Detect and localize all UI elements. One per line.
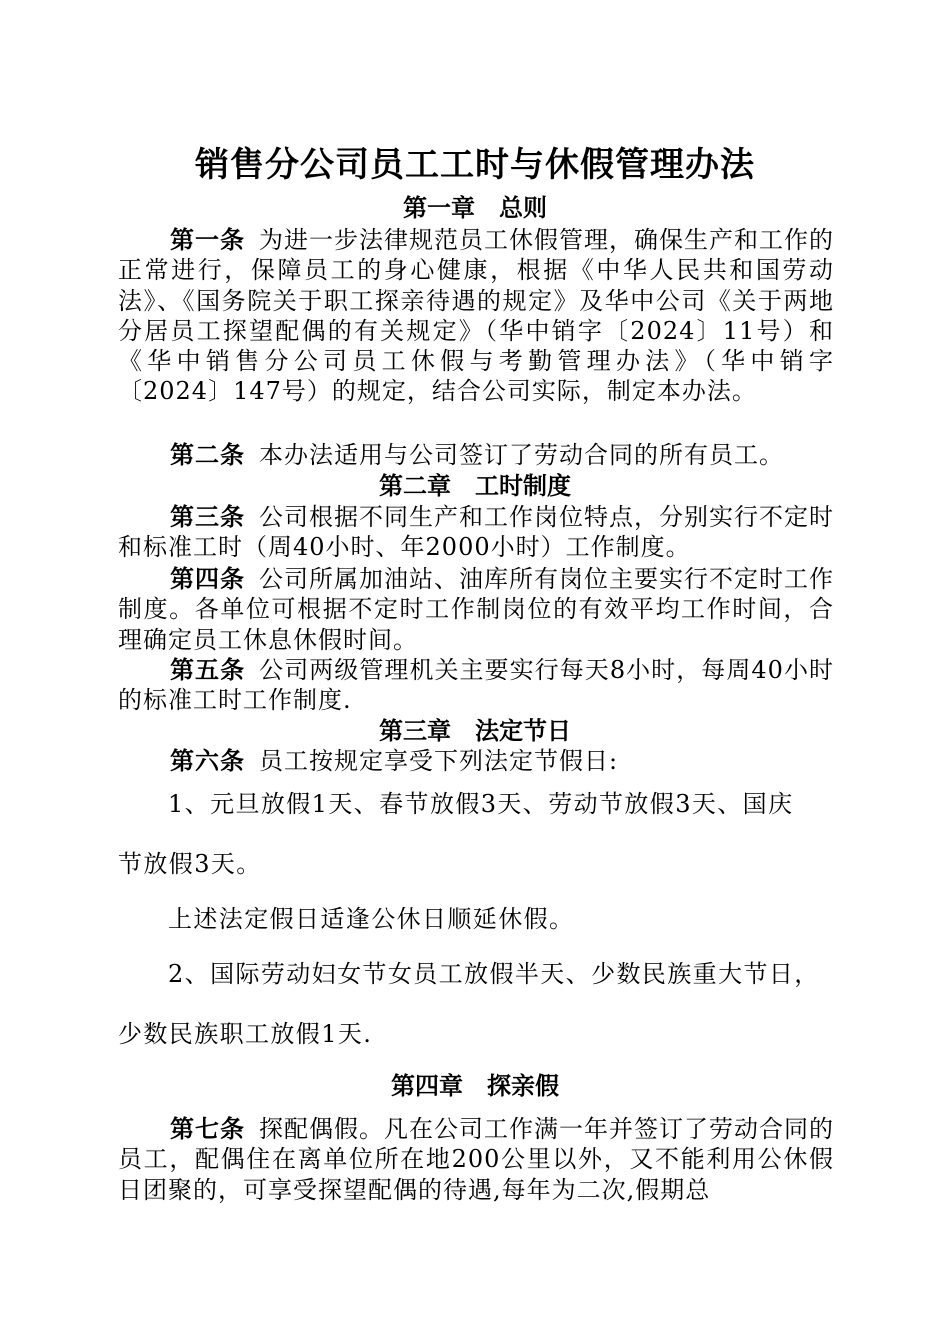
article-label: 第三条 xyxy=(170,502,245,531)
article-text: 员工按规定享受下列法定节假日: xyxy=(259,747,619,775)
article-text: 为进一步法律规范员工休假管理，确保生产和工作的正常进行，保障员工的身心健康，根据《中华人民共和国劳动法》、《国务院关于职工探亲待遇的规定》及华中公司《关于两地分居员工探望配偶的有关规定》（华中销字〔2024〕11号）和《华中销售分公司员工休假与考勤管理办法》（华中销字〔2024〕147号）的规定，结合公司实际，制定本办法。 xyxy=(118,226,834,406)
article-5 xyxy=(118,655,834,716)
chapter-4-heading: 第四章 探亲假 xyxy=(391,1071,559,1100)
holiday-note: 上述法定假日适逢公休日顺延休假。 xyxy=(168,905,575,933)
article-1 xyxy=(118,225,834,407)
article-label: 第六条 xyxy=(170,746,245,775)
article-label: 第二条 xyxy=(170,440,245,469)
holiday-item-1-continued: 节放假3天。 xyxy=(118,850,262,878)
article-3 xyxy=(118,502,834,563)
article-text: 公司两级管理机关主要实行每天8小时，每周40小时的标准工时工作制度. xyxy=(118,656,835,715)
article-label: 第七条 xyxy=(170,1114,245,1143)
chapter-3-heading: 第三章 法定节日 xyxy=(379,716,571,745)
article-7 xyxy=(118,1114,834,1205)
article-text: 探配偶假。凡在公司工作满一年并签订了劳动合同的员工，配偶住在离单位所在地200公里以外，又不能利用公休假日团聚的，可享受探望配偶的待遇,每年为二次,假期总 xyxy=(118,1115,834,1204)
chapter-1-heading: 第一章 总则 xyxy=(403,193,547,222)
article-2 xyxy=(118,440,834,470)
holiday-item-2-continued: 少数民族职工放假1天. xyxy=(118,1020,373,1048)
article-label: 第一条 xyxy=(170,225,245,254)
holiday-item-2: 2、国际劳动妇女节女员工放假半天、少数民族重大节日， xyxy=(168,960,820,988)
holiday-item-1: 1、元旦放假1天、春节放假3天、劳动节放假3天、国庆 xyxy=(168,790,794,818)
article-4 xyxy=(118,564,834,655)
document-title: 销售分公司员工工时与休假管理办法 xyxy=(195,145,755,185)
article-label: 第四条 xyxy=(170,564,245,593)
article-text: 公司根据不同生产和工作岗位特点，分别实行不定时和标准工时（周40小时、年2000小时）工作制度。 xyxy=(118,503,834,562)
article-text: 公司所属加油站、油库所有岗位主要实行不定时工作制度。各单位可根据不定时工作制岗位的有效平均工作时间，合理确定员工休息休假时间。 xyxy=(118,565,834,654)
article-label: 第五条 xyxy=(170,655,246,684)
article-text: 本办法适用与公司签订了劳动合同的所有员工。 xyxy=(259,441,784,469)
article-6 xyxy=(118,746,834,776)
chapter-2-heading: 第二章 工时制度 xyxy=(379,471,571,500)
